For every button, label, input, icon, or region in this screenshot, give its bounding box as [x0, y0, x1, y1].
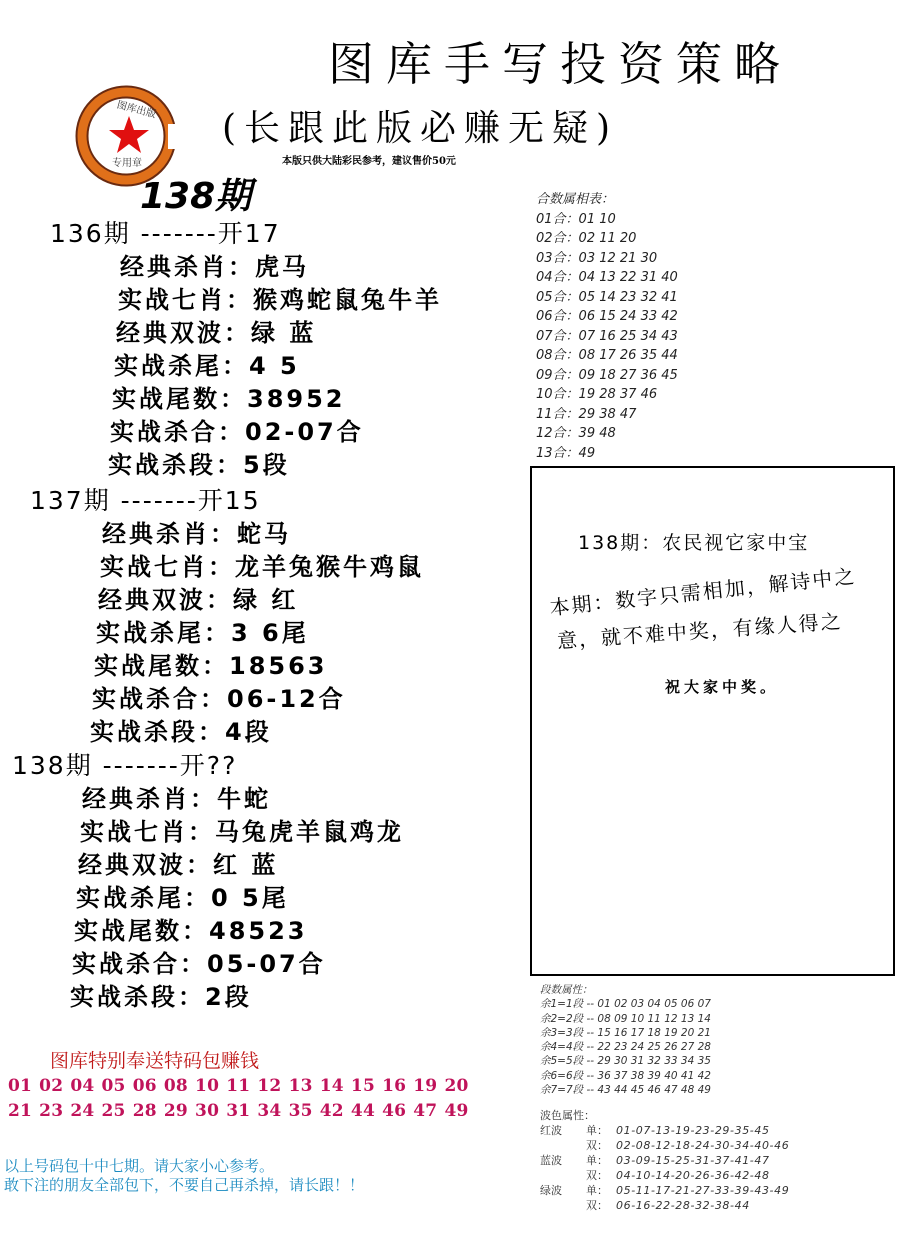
duan-table-row: 余7=7段 -- 43 44 45 46 47 48 49: [540, 1084, 711, 1097]
gift-title: 图库特别奉送特码包赚钱: [50, 1050, 260, 1072]
he-table-row: 08合：08 17 26 35 44: [536, 348, 678, 363]
bo-color-label: [540, 1168, 586, 1183]
bo-table-row: [540, 1183, 789, 1198]
prediction-line: 实战杀合：05-07合: [72, 950, 326, 978]
bo-table-title: 波色属性：: [540, 1109, 595, 1122]
he-table-row: 10合：19 28 37 46: [536, 387, 658, 402]
bo-numbers: 05-11-17-21-27-33-39-43-49: [616, 1184, 790, 1197]
bo-color-label: 蓝波: [540, 1154, 562, 1167]
bo-numbers: 02-08-12-18-24-30-34-40-46: [616, 1139, 790, 1152]
bo-kind-label: 单：: [586, 1154, 608, 1167]
gift-note: 敢下注的朋友全部包下，不要自己再杀掉，请长跟！！: [4, 1176, 365, 1194]
poem-line: 本期：数字只需相加，解诗中之: [548, 563, 858, 620]
he-table-row: 06合：06 15 24 33 42: [536, 309, 678, 324]
bo-color-label: [540, 1138, 586, 1153]
he-table-row: 11合：29 38 47: [536, 406, 637, 422]
prediction-line: 实战杀合：02-07合: [110, 418, 364, 446]
duan-table-row: 余2=2段 -- 08 09 10 11 12 13 14: [540, 1012, 711, 1025]
prediction-line: 经典杀肖：牛蛇: [82, 785, 271, 813]
prediction-line: 经典双波：绿 红: [98, 586, 299, 614]
prediction-line: 实战杀段：5段: [108, 451, 290, 479]
prediction-line: 实战七肖：马兔虎羊鼠鸡龙: [80, 818, 404, 846]
bo-numbers: 06-16-22-28-32-38-44: [616, 1199, 750, 1212]
period-header: 136期 -------开17: [50, 219, 281, 248]
duan-table-title: 段数属性：: [540, 984, 593, 996]
prediction-line: 实战杀段：2段: [70, 983, 252, 1011]
bo-table-row: [540, 1168, 789, 1183]
duan-table-row: 余5=5段 -- 29 30 31 32 33 34 35: [540, 1055, 711, 1068]
bo-table-row: [540, 1198, 789, 1213]
bo-color-label: [540, 1198, 586, 1213]
he-table-row: 07合：07 16 25 34 43: [536, 328, 678, 344]
bo-numbers: 04-10-14-20-26-36-42-48: [616, 1169, 770, 1182]
he-table-row: 09合：09 18 27 36 45: [536, 367, 678, 383]
he-table-row: 02合：02 11 20: [536, 231, 637, 246]
prediction-line: 经典杀肖：虎马: [120, 253, 309, 281]
bo-table-row: [540, 1138, 789, 1153]
he-table-row: 01合：01 10: [536, 211, 616, 227]
bo-color-label: 绿波: [540, 1184, 562, 1197]
bo-color-label: 红波: [540, 1124, 562, 1137]
he-table-title: 合数属相表：: [536, 192, 615, 207]
prediction-line: 实战杀尾：3 6尾: [96, 619, 309, 647]
gift-note: 以上号码包十中七期。请大家小心参考。: [4, 1157, 275, 1175]
he-table-row: 04合：04 13 22 31 40: [536, 270, 678, 285]
page-title: 图库手写投资策略: [328, 37, 792, 91]
stamp-text-top: 图库出版: [115, 99, 158, 121]
star-icon: [109, 116, 149, 153]
he-table-row: 03合：03 12 21 30: [536, 250, 658, 266]
page-subtitle: (长跟此版必赚无疑): [222, 108, 619, 149]
price-note: 本版只供大陆彩民参考，建议售价50元: [282, 156, 456, 167]
duan-table-row: 余4=4段 -- 22 23 24 25 26 27 28: [540, 1041, 711, 1054]
poem-line: 意，就不难中奖，有缘人得之: [556, 609, 844, 653]
prediction-line: 实战杀段：4段: [90, 718, 272, 746]
poem-blessing: 祝大家中奖。: [665, 678, 780, 696]
prediction-line: 实战杀合：06-12合: [92, 685, 346, 713]
prediction-line: 实战尾数：38952: [112, 385, 346, 413]
he-table: [536, 190, 678, 463]
prediction-line: 实战杀尾：4 5: [114, 352, 300, 380]
issue-number: 138期: [140, 176, 252, 217]
bo-table: [540, 1108, 789, 1213]
duan-table-row: 余3=3段 -- 15 16 17 18 19 20 21: [540, 1026, 711, 1039]
bo-table-row: [540, 1153, 789, 1168]
bo-kind-label: 单：: [586, 1184, 608, 1197]
duan-table-row: 余6=6段 -- 36 37 38 39 40 41 42: [540, 1069, 711, 1082]
prediction-line: 实战七肖：龙羊兔猴牛鸡鼠: [100, 553, 424, 581]
prediction-line: 实战杀尾：0 5尾: [76, 884, 289, 912]
prediction-line: 经典杀肖：蛇马: [102, 520, 291, 548]
bo-table-row: [540, 1123, 789, 1138]
duan-table-row: 余1=1段 -- 01 02 03 04 05 06 07: [540, 998, 711, 1011]
bo-numbers: 03-09-15-25-31-37-41-47: [616, 1154, 770, 1167]
bo-kind-label: 双：: [586, 1139, 608, 1152]
bo-numbers: 01-07-13-19-23-29-35-45: [616, 1124, 770, 1137]
prediction-line: 实战尾数：18563: [94, 652, 328, 680]
gift-numbers-row: 21 23 24 25 28 29 30 31 34 35 42 44 46 47 49: [8, 1101, 469, 1121]
period-header: 138期 -------开??: [12, 751, 238, 780]
prediction-line: 经典双波：红 蓝: [78, 851, 279, 879]
duan-table: [540, 983, 711, 1097]
prediction-line: 实战七肖：猴鸡蛇鼠兔牛羊: [118, 286, 442, 314]
poem-line: 138期：农民视它家中宝: [578, 532, 810, 554]
period-header: 137期 -------开15: [30, 486, 261, 515]
he-table-row: 12合：39 48: [536, 426, 616, 441]
bo-kind-label: 单：: [586, 1124, 608, 1137]
prediction-line: 经典双波：绿 蓝: [116, 319, 317, 347]
he-table-row: 05合：05 14 23 32 41: [536, 289, 678, 305]
gift-numbers-row: 01 02 04 05 06 08 10 11 12 13 14 15 16 19 20: [8, 1076, 469, 1096]
bo-kind-label: 双：: [586, 1169, 608, 1182]
stamp-text-bottom: 专用章: [112, 158, 142, 169]
prediction-line: 实战尾数：48523: [74, 917, 308, 945]
he-table-row: 13合：49: [536, 445, 596, 461]
bo-kind-label: 双：: [586, 1199, 608, 1212]
